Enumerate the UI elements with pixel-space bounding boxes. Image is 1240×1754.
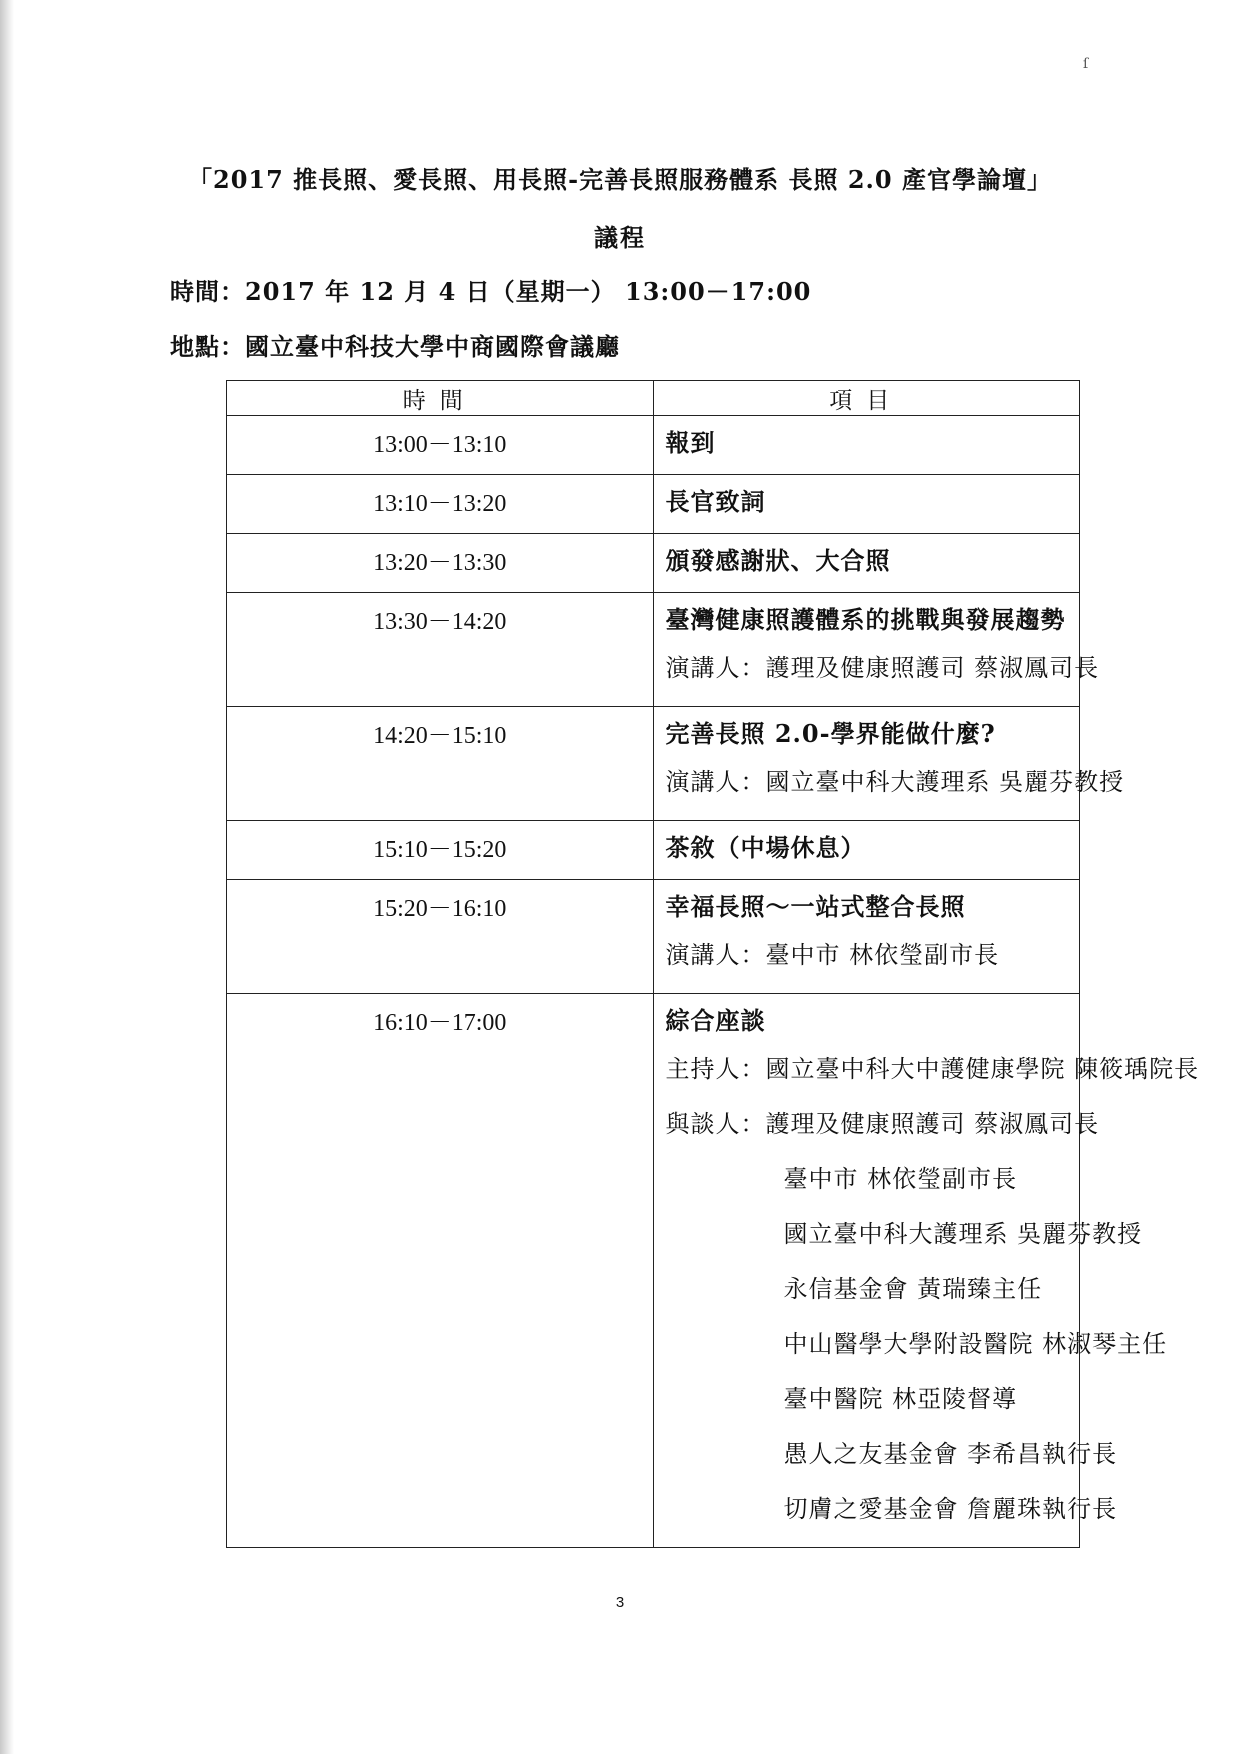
row-time: 13:10－13:20 (227, 475, 654, 534)
panelist-line: 與談人：護理及健康照護司 蔡淑鳳司長 (665, 1110, 1100, 1138)
table-row (227, 821, 1080, 880)
venue-label: 地點： (170, 332, 245, 361)
table-row (227, 707, 1080, 821)
panelist-line: 臺中市 林依瑩副市長 (783, 1165, 1018, 1193)
speaker-line: 演講人：國立臺中科大護理系 吳麗芬教授 (665, 768, 1125, 796)
table-row (227, 593, 1080, 707)
table-header-row (227, 381, 1080, 416)
scan-edge-shadow (0, 0, 14, 1754)
time-value: 2017 年 12 月 4 日（星期一） 13:00－17:00 (245, 277, 812, 306)
panelist-line: 愚人之友基金會 李希昌執行長 (783, 1440, 1118, 1468)
panelist-line: 中山醫學大學附設醫院 林淑琴主任 (783, 1330, 1168, 1358)
row-item (653, 475, 1080, 534)
row-item (653, 880, 1080, 994)
event-time (170, 272, 811, 307)
event-venue (170, 327, 620, 362)
column-header-item: 項目 (653, 381, 1080, 416)
document-subtitle: 議程 (594, 223, 646, 252)
speaker-line: 演講人：臺中市 林依瑩副市長 (665, 941, 1000, 969)
row-title: 完善長照 2.0-學界能做什麼? (665, 719, 996, 748)
row-time: 13:30－14:20 (227, 593, 654, 707)
row-time: 15:10－15:20 (227, 821, 654, 880)
row-title: 臺灣健康照護體系的挑戰與發展趨勢 (665, 605, 1066, 634)
agenda-table (226, 380, 1200, 1548)
row-time: 14:20－15:10 (227, 707, 654, 821)
row-title: 綜合座談 (665, 1006, 766, 1035)
table-row (227, 534, 1080, 593)
row-title: 頒發感謝狀、大合照 (665, 546, 891, 575)
row-title: 茶敘（中場休息） (665, 833, 866, 862)
row-time: 13:00－13:10 (227, 416, 654, 475)
table-row (227, 475, 1080, 534)
row-title: 長官致詞 (665, 487, 766, 516)
page-number: 3 (615, 1594, 625, 1611)
table-row (227, 880, 1080, 994)
row-item (653, 821, 1080, 880)
row-item (653, 534, 1080, 593)
row-time: 13:20－13:30 (227, 534, 654, 593)
row-item (653, 707, 1125, 821)
venue-value: 國立臺中科技大學中商國際會議廳 (245, 332, 620, 361)
column-header-time: 時間 (227, 381, 654, 416)
table-row (227, 416, 1080, 475)
speaker-line: 演講人：護理及健康照護司 蔡淑鳳司長 (665, 654, 1100, 682)
row-time: 16:10－17:00 (227, 994, 654, 1548)
row-title: 幸福長照～一站式整合長照 (665, 892, 966, 921)
scan-speck: ſ (1083, 56, 1089, 72)
panelist-line: 國立臺中科大護理系 吳麗芬教授 (783, 1220, 1143, 1248)
panelist-line: 臺中醫院 林亞陵督導 (783, 1385, 1018, 1413)
panelist-line: 永信基金會 黃瑞臻主任 (783, 1275, 1043, 1303)
table-row (227, 994, 1080, 1548)
row-time: 15:20－16:10 (227, 880, 654, 994)
panelist-line: 切膚之愛基金會 詹麗珠執行長 (783, 1495, 1118, 1523)
row-item (653, 416, 1080, 475)
document-title: 「2017 推長照、愛長照、用長照-完善長照服務體系 長照 2.0 產官學論壇」 (188, 165, 1052, 194)
row-item (653, 593, 1100, 707)
row-title: 報到 (665, 428, 716, 457)
time-label: 時間： (170, 277, 245, 306)
host-line: 主持人：國立臺中科大中護健康學院 陳筱瑀院長 (665, 1055, 1200, 1083)
row-item (653, 994, 1200, 1548)
